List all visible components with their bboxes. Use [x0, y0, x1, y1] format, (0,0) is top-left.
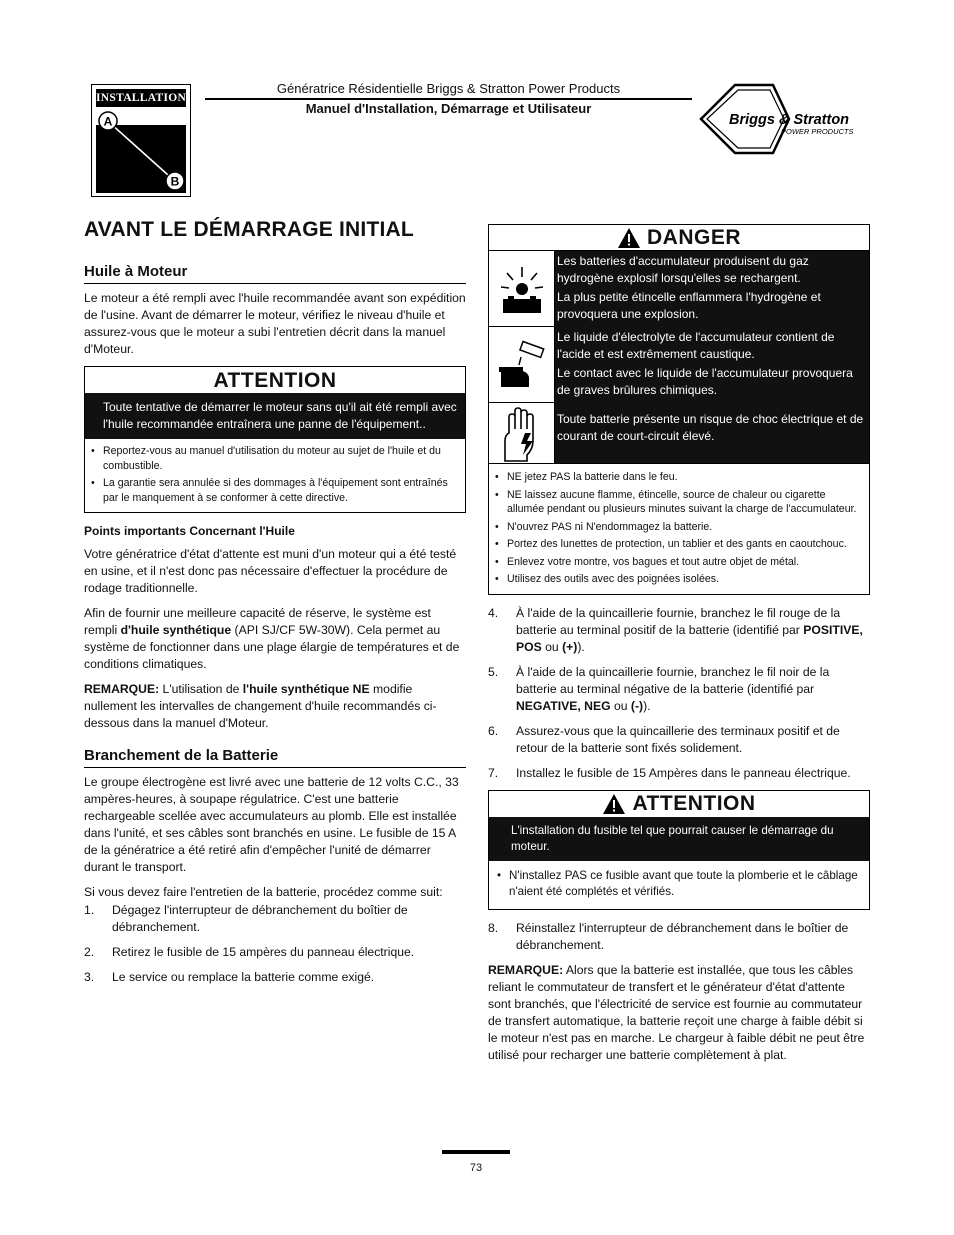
page-title: AVANT LE DÉMARRAGE INITIAL — [84, 218, 414, 241]
battery-paragraph-2: Si vous devez faire l'entretien de la batterie, procédez comme suit: — [84, 885, 443, 899]
danger-title-text: DANGER — [646, 226, 741, 249]
attention-list — [85, 439, 465, 512]
danger-title — [489, 225, 869, 251]
header-manual-title: Manuel d'Installation, Démarrage et Utilisateur — [305, 101, 592, 116]
list-item: 1. Dégagez l'interrupteur de débranchement du boîtier de débranchement. — [84, 903, 408, 934]
hazard-row-shock — [489, 403, 869, 463]
list-item: • Portez des lunettes de protection, un tablier et des gants en caoutchouc. — [493, 537, 863, 552]
header-product-line: Génératrice Résidentielle Briggs & Stratton Power Products — [276, 81, 621, 96]
attention-box-fuse — [488, 790, 870, 910]
list-item: • NE jetez PAS la batterie dans le feu. — [493, 470, 863, 485]
danger-list — [489, 463, 869, 594]
oil-section-heading: Huile à Moteur — [84, 262, 466, 284]
battery-remark: REMARQUE: Alors que la batterie est installée, que tous les câbles reliant le commutateur de transfert et le générateur d'état d'attente sont branchés, que l'électricité de service est fournie au commutateur de transfert automatique, la batterie reçoit une charge à faible débit si le moteur n'est pas en marche. Le chargeur à faible débit ne peut être utilisé pour recharger une batterie complètement à plat. — [488, 962, 865, 1062]
list-item: • La garantie sera annulée si des dommages à l'équipement sont entraînés par le manquement à se conformer à cette directive. — [89, 476, 459, 505]
logo-sub-text: POWER PRODUCTS — [781, 127, 854, 136]
attention-fuse-list — [489, 861, 869, 909]
hazard-row-acid — [489, 327, 869, 403]
attention-box-oil — [84, 366, 466, 513]
page-number: 73 — [469, 1162, 483, 1174]
list-item: • N'ouvrez PAS ni N'endommagez la batterie. — [493, 520, 863, 535]
list-item: 8. Réinstallez l'interrupteur de débranchement dans le boîtier de débranchement. — [488, 920, 849, 952]
oil-points-paragraph-1: Votre génératrice d'état d'attente est muni d'un moteur qui a été testé en usine, et il n'est donc pas nécessaire d'effectuer la procédure de rodage traditionnelle. — [84, 547, 457, 595]
installation-badge — [91, 84, 191, 197]
list-item: • NE laissez aucune flamme, étincelle, source de chaleur ou cigarette allumée pendant ou plusieurs minutes suivant la charge de l'accumulateur. — [493, 488, 863, 517]
list-item: 6. Assurez-vous que la quincaillerie des terminaux positif et de retour de la batterie sont fixés solidement. — [488, 723, 840, 755]
battery-paragraph-1: Le groupe électrogène est livré avec une batterie de 12 volts C.C., 33 ampères-heures, à soupape régulatrice. C'est une batterie rechargeable scellée avec accumulateurs au plomb. Elle est installée dans l'unité, et ses câbles sont branchés en usine. Le fusible de 15 A de la génératrice a été retiré afin d'empêcher l'unité de démarrer durant le transport. — [84, 775, 459, 874]
briggs-stratton-logo — [697, 83, 869, 155]
oil-remark: REMARQUE: L'utilisation de l'huile synthétique NE modifie nullement les intervalles de changement d'huile recommandés ci-dessous dans la manuel d'Moteur. — [84, 682, 437, 730]
oil-points-heading: Points importants Concernant l'Huile — [84, 524, 295, 538]
list-item: • Enlevez votre montre, vos bagues et tout autre objet de métal. — [493, 555, 863, 570]
electric-shock-hazard-icon — [489, 403, 555, 463]
hazard-row-explosion — [489, 251, 869, 327]
warning-triangle-icon — [617, 227, 641, 249]
list-item: 4. À l'aide de la quincaillerie fournie, branchez le fil rouge de la batterie au terminal positif de la batterie (identifié par POSITIVE, POS ou (+)). — [488, 605, 863, 654]
hazard-text-explosion: Les batteries d'accumulateur produisent du gaz hydrogène explosif lorsqu'elles se rechargent. La plus petite étincelle enflammera l'hydrogène et provoquera une explosion. — [555, 251, 869, 327]
list-item: 7. Installez le fusible de 15 Ampères dans le panneau électrique. — [488, 765, 851, 780]
battery-steps-list-continued — [488, 605, 870, 782]
oil-intro-paragraph: Le moteur a été rempli avec l'huile recommandée avant son expédition de l'usine. Avant de démarrer le moteur, vérifiez le niveau d'huile et assurez-vous que le moteur a subi l'entretien décrit dans la manuel d'Moteur. — [84, 291, 466, 356]
list-item: • Reportez-vous au manuel d'utilisation du moteur au sujet de l'huile et du combustible. — [89, 444, 459, 473]
acid-burn-hazard-icon — [489, 327, 555, 403]
warning-triangle-icon — [602, 793, 626, 815]
danger-hazard-rows — [489, 251, 869, 463]
installation-badge-label: INSTALLATION — [96, 89, 186, 107]
page-number-bar — [442, 1150, 510, 1154]
right-column — [488, 224, 870, 1072]
point-a-label: A — [103, 114, 113, 129]
left-column — [84, 216, 466, 994]
point-b-label: B — [170, 174, 180, 189]
attention-fuse-warning-text: L'installation du fusible tel que pourrait causer le démarrage du moteur. — [489, 817, 869, 861]
attention-fuse-title-text: ATTENTION — [632, 792, 756, 815]
danger-box — [488, 224, 870, 595]
hazard-text-acid: Le liquide d'électrolyte de l'accumulateur contient de l'acide et est extrêmement caustique. Le contact avec le liquide de l'accumulateur provoquera de graves brûlures chimiques. — [555, 327, 869, 403]
installation-diagram-icon — [96, 111, 186, 193]
list-item: 5. À l'aide de la quincaillerie fournie, branchez le fil noir de la batterie au terminal négative de la batterie (identifié par NEGATIVE, NEG ou (-)). — [488, 664, 830, 713]
list-item: • Utilisez des outils avec des poignées isolées. — [493, 572, 863, 587]
list-item: 2. Retirez le fusible de 15 ampères du panneau électrique. — [84, 945, 415, 959]
battery-steps-final — [488, 920, 870, 954]
attention-title — [85, 367, 465, 393]
attention-warning-text: Toute tentative de démarrer le moteur sans qu'il ait été rempli avec l'huile recommandée entraînera une panne de l'équipement.. — [85, 393, 465, 439]
hazard-text-shock: Toute batterie présente un risque de choc électrique et de courant de court-circuit élevé. — [555, 403, 869, 463]
list-item: • N'installez PAS ce fusible avant que toute la plomberie et le câblage n'aient été complétés et vérifiés. — [495, 868, 863, 900]
battery-steps-list — [84, 902, 466, 986]
oil-points-paragraph-2: Afin de fournir une meilleure capacité de réserve, le système est rempli d'huile synthétique (API SJ/CF 5W-30W). Cela permet au système de fonctionner dans une plage élargie de températures et de conditions climatiques. — [84, 606, 460, 671]
logo-main-text: Briggs & Stratton — [729, 112, 850, 128]
attention-fuse-title — [489, 791, 869, 817]
list-item: 3. Le service ou remplace la batterie comme exigé. — [84, 970, 375, 984]
battery-section-heading: Branchement de la Batterie — [84, 746, 466, 768]
explosion-hazard-icon — [489, 251, 555, 327]
attention-title-text: ATTENTION — [213, 368, 337, 392]
